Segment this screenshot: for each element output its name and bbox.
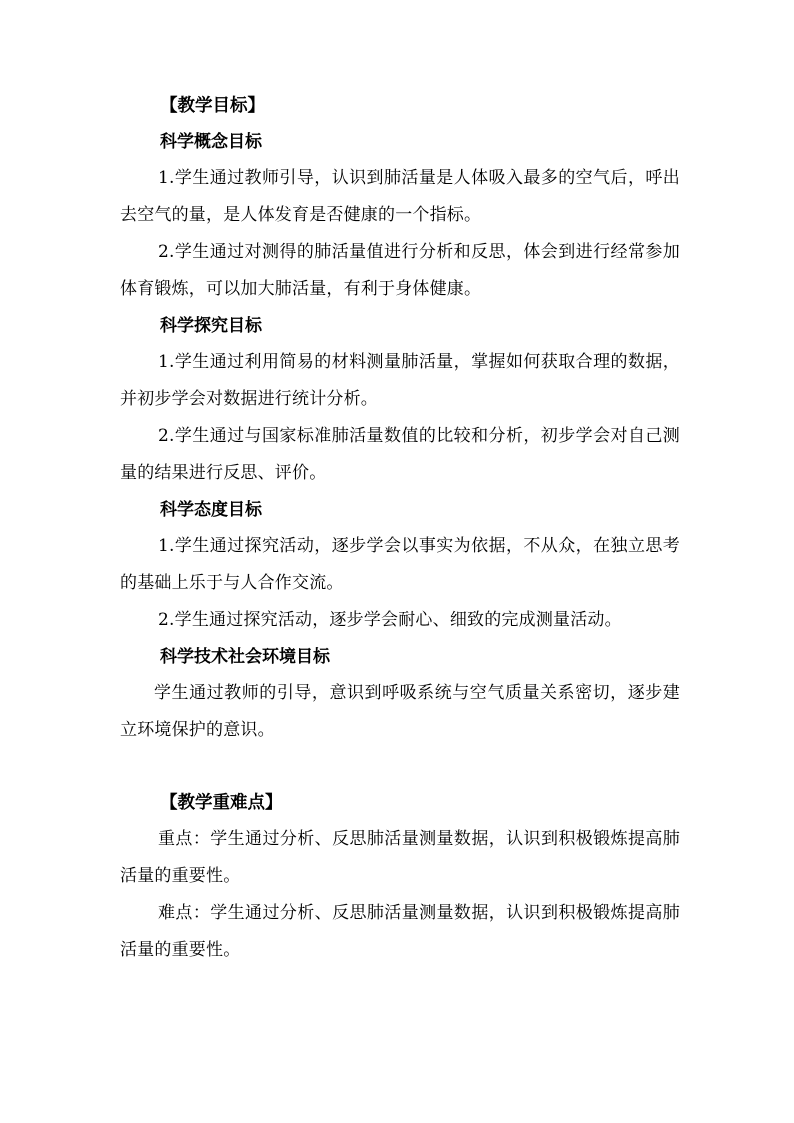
difficult-point-text: 难点：学生通过分析、反思肺活量测量数据，认识到积极锻炼提高肺活量的重要性。: [120, 903, 680, 960]
attitude-objective-2: 2.学生通过探究活动，逐步学会耐心、细致的完成测量活动。: [158, 610, 622, 630]
concept-objective-1: 1.学生通过教师引导，认识到肺活量是人体吸入最多的空气后，呼出去空气的量，是人体发育是否健康的一个指标。: [120, 168, 680, 225]
objectives-heading: 【教学目标】: [160, 96, 265, 116]
section-spacer: [120, 749, 680, 785]
attitude-objective-1: 1.学生通过探究活动，逐步学会以事实为依据，不从众，在独立思考的基础上乐于与人合作交流。: [120, 536, 680, 593]
inquiry-objective-2: 2.学生通过与国家标准肺活量数值的比较和分析，初步学会对自己测量的结果进行反思、评价。: [120, 426, 680, 483]
key-point-text: 重点：学生通过分析、反思肺活量测量数据，认识到积极锻炼提高肺活量的重要性。: [120, 829, 680, 886]
inquiry-objective-1: 1.学生通过利用简易的材料测量肺活量，掌握如何获取合理的数据，并初步学会对数据进行统计分析。: [120, 352, 680, 409]
stse-objective-text: 学生通过教师的引导，意识到呼吸系统与空气质量关系密切，逐步建立环境保护的意识。: [120, 683, 680, 740]
attitude-objectives-title: 科学态度目标: [160, 500, 262, 520]
stse-objectives-title: 科学技术社会环境目标: [160, 647, 330, 667]
key-points-heading: 【教学重难点】: [160, 793, 283, 813]
concept-objectives-title: 科学概念目标: [160, 132, 262, 152]
document-body: [120, 88, 680, 969]
concept-objective-2: 2.学生通过对测得的肺活量值进行分析和反思，体会到进行经常参加体育锻炼，可以加大肺活量，有利于身体健康。: [120, 242, 680, 299]
inquiry-objectives-title: 科学探究目标: [160, 316, 262, 336]
